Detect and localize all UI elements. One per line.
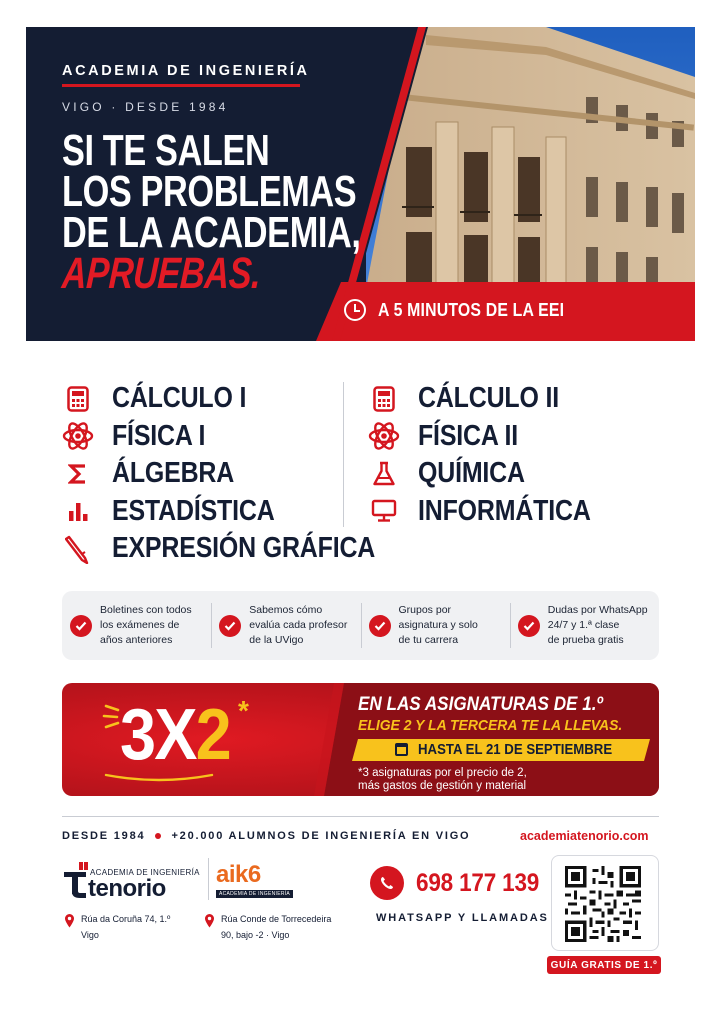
address-2 [204, 911, 331, 943]
atom-icon [368, 420, 400, 452]
calendar-icon [395, 743, 408, 756]
bullet-dot [155, 833, 161, 839]
headline-line-1: SI TE SALEN [62, 126, 270, 175]
tenorio-logo-caption: ACADEMIA DE INGENIERÍA [90, 868, 200, 877]
feature-text: Boletines con todos los exámenes de años anteriores [100, 604, 192, 646]
promo-banner [62, 683, 659, 796]
subjects-list [62, 380, 662, 570]
pencil-icon [62, 533, 94, 565]
subject-estadistica [62, 493, 418, 531]
subject-label: EXPRESIÓN GRÁFICA [112, 532, 376, 565]
calculator-icon [62, 383, 94, 415]
location-pin-icon [204, 913, 215, 928]
location-pin-icon [64, 913, 75, 928]
headline-line-3: DE LA ACADEMIA, [62, 208, 361, 257]
headline [60, 126, 445, 298]
check-icon [369, 615, 391, 637]
address-1 [64, 911, 170, 943]
footer-students: +20.000 ALUMNOS DE INGENIERÍA EN VIGO [171, 830, 471, 842]
qr-guide-badge: GUÍA GRATIS DE 1.º [547, 956, 661, 974]
bar-chart-icon [62, 495, 94, 527]
check-icon [70, 615, 92, 637]
promo-footnote: *3 asignaturas por el precio de 2, más gastos de gestión y material [358, 767, 527, 792]
phone-number[interactable]: 698 177 139 [416, 868, 540, 897]
subject-fisica-1 [62, 418, 418, 456]
sparkle-rays [102, 703, 122, 733]
feature-item [211, 591, 360, 660]
subject-algebra [62, 455, 418, 493]
brand-underline [62, 84, 300, 87]
promo-2: 2 [195, 695, 230, 775]
check-icon [518, 615, 540, 637]
subjects-column-left [62, 380, 418, 568]
hero-text-area [26, 27, 695, 341]
subject-quimica [368, 455, 619, 493]
subject-label: ÁLGEBRA [112, 457, 235, 490]
promo-swoosh [104, 771, 214, 785]
promo-line-1: EN LAS ASIGNATURAS DE 1.º [358, 694, 603, 715]
check-icon [219, 615, 241, 637]
subject-label: ESTADÍSTICA [112, 494, 275, 527]
logo-separator [208, 858, 209, 900]
subject-calculo-1 [62, 380, 418, 418]
footer-stats [62, 830, 470, 842]
location-cta [344, 299, 590, 321]
flask-icon [368, 458, 400, 490]
subjects-column-right [368, 380, 619, 530]
feature-text: Grupos por asignatura y solo de tu carrera [398, 604, 478, 646]
subject-label: CÁLCULO I [112, 382, 247, 415]
address-2-text: Rúa Conde de Torrecedeira 90, bajo -2 · Vigo [221, 914, 332, 940]
feature-text: Dudas por WhatsApp 24/7 y 1.ª clase de prueba gratis [547, 604, 648, 646]
footer-divider [62, 816, 659, 817]
subject-calculo-2 [368, 380, 619, 418]
aik6-logo-caption: ACADEMIA DE INGENIERÍA [216, 890, 293, 898]
feature-item [510, 591, 659, 660]
tenorio-logo-wordmark: tenorio [88, 875, 166, 902]
feature-item [361, 591, 510, 660]
brand-subline: VIGO · DESDE 1984 [62, 100, 229, 114]
promo-line-2: ELIGE 2 Y LA TERCERA TE LA LLEVAS. [358, 717, 623, 734]
address-1-text: Rúa da Coruña 74, 1.º Vigo [81, 914, 171, 940]
promo-asterisk: * [238, 695, 249, 726]
subjects-divider [343, 382, 344, 527]
atom-icon [62, 420, 94, 452]
sigma-icon [62, 458, 94, 490]
subject-label: FÍSICA I [112, 419, 206, 452]
features-bar [62, 591, 659, 660]
qr-code[interactable] [565, 866, 641, 942]
footer-since: DESDE 1984 [62, 830, 146, 842]
headline-emphasis: APRUEBAS. [60, 249, 262, 298]
aik6-logo-wordmark: aik6 [216, 861, 261, 888]
feature-item [62, 591, 211, 660]
subject-informatica [368, 493, 619, 531]
promo-deadline [395, 741, 639, 758]
promo-deadline-text: HASTA EL 21 DE SEPTIEMBRE [418, 741, 613, 758]
subject-fisica-2 [368, 418, 619, 456]
promo-3x2 [120, 695, 230, 775]
hero-banner [26, 27, 695, 341]
brand-name: ACADEMIA DE INGENIERÍA [62, 63, 310, 79]
feature-text: Sabemos cómo evalúa cada profesor de la UVigo [249, 604, 348, 646]
phone-caption: WHATSAPP Y LLAMADAS [376, 912, 549, 924]
location-cta-text: A 5 MINUTOS DE LA EEI [378, 299, 565, 320]
calculator-icon [368, 383, 400, 415]
headline-line-2: LOS PROBLEMAS [62, 167, 357, 216]
subject-label: FÍSICA II [418, 419, 519, 452]
promo-3x: 3X [120, 695, 196, 775]
monitor-icon [368, 495, 400, 527]
subject-label: QUÍMICA [418, 457, 525, 490]
whatsapp-icon [370, 866, 404, 900]
phone-contact[interactable] [370, 866, 553, 900]
clock-icon [344, 299, 366, 321]
subject-expresion-grafica [62, 530, 418, 568]
subject-label: CÁLCULO II [418, 382, 559, 415]
subject-label: INFORMÁTICA [418, 494, 591, 527]
website-link[interactable]: academiatenorio.com [520, 829, 649, 843]
